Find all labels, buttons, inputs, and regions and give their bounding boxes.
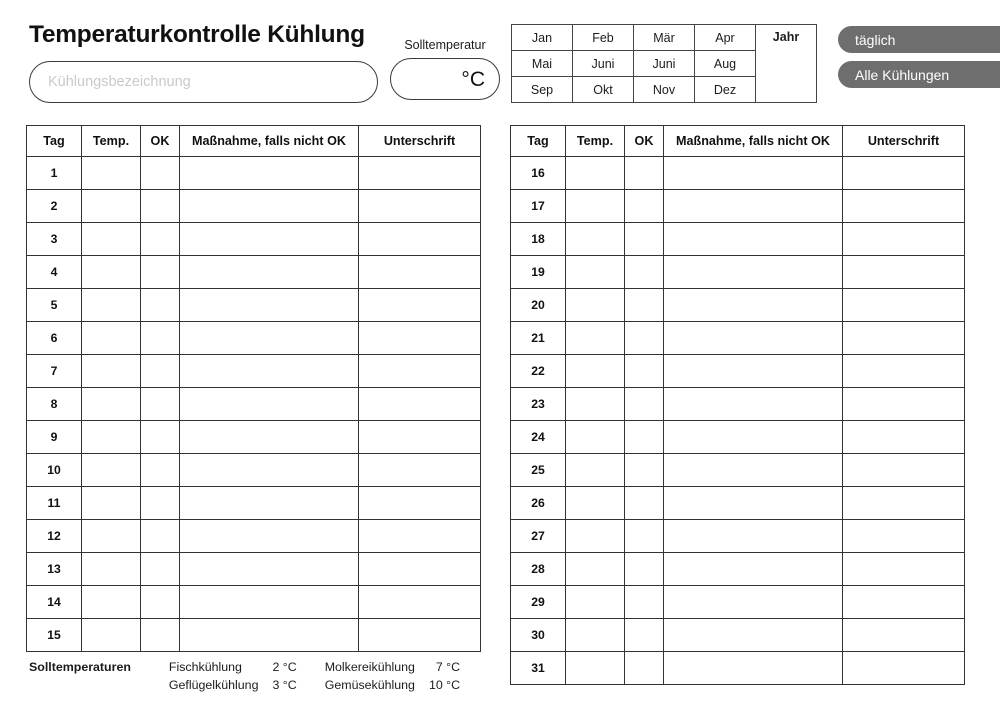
massnahme-cell[interactable]: [664, 520, 843, 553]
month-cell-sep[interactable]: Sep: [512, 77, 573, 103]
unterschrift-cell[interactable]: [359, 289, 481, 322]
unterschrift-cell[interactable]: [359, 553, 481, 586]
temperature-cell[interactable]: [82, 322, 141, 355]
column-header-tag: Tag: [511, 126, 566, 157]
massnahme-cell[interactable]: [664, 256, 843, 289]
unterschrift-cell[interactable]: [359, 421, 481, 454]
day-number-cell: 7: [27, 355, 82, 388]
day-number-cell: 15: [27, 619, 82, 652]
table-row: [27, 553, 481, 586]
day-number-cell: 18: [511, 223, 566, 256]
table-row: [27, 388, 481, 421]
temperature-cell[interactable]: [82, 289, 141, 322]
massnahme-cell[interactable]: [180, 553, 359, 586]
unterschrift-cell[interactable]: [843, 520, 965, 553]
unterschrift-cell[interactable]: [843, 190, 965, 223]
ok-cell[interactable]: [141, 619, 180, 652]
month-cell-mar[interactable]: Mär: [634, 25, 695, 51]
ok-cell[interactable]: [141, 190, 180, 223]
ok-cell[interactable]: [141, 487, 180, 520]
temperature-cell[interactable]: [566, 586, 625, 619]
column-header-ok: OK: [625, 126, 664, 157]
month-cell-juli[interactable]: Juni: [634, 51, 695, 77]
column-header-massnahme: Maßnahme, falls nicht OK: [664, 126, 843, 157]
massnahme-cell[interactable]: [664, 421, 843, 454]
year-cell[interactable]: Jahr: [756, 25, 817, 103]
massnahme-cell[interactable]: [180, 223, 359, 256]
unterschrift-cell[interactable]: [359, 355, 481, 388]
table-row: [27, 586, 481, 619]
temperature-cell[interactable]: [82, 619, 141, 652]
column-header-unterschrift: Unterschrift: [843, 126, 965, 157]
temperature-cell[interactable]: [566, 421, 625, 454]
massnahme-cell[interactable]: [180, 454, 359, 487]
ok-cell[interactable]: [625, 223, 664, 256]
table-row: [27, 289, 481, 322]
massnahme-cell[interactable]: [664, 487, 843, 520]
day-number-cell: 30: [511, 619, 566, 652]
massnahme-cell[interactable]: [664, 388, 843, 421]
temperature-cell[interactable]: [82, 487, 141, 520]
unterschrift-cell[interactable]: [359, 322, 481, 355]
massnahme-cell[interactable]: [664, 223, 843, 256]
massnahme-cell[interactable]: [664, 619, 843, 652]
massnahme-cell[interactable]: [180, 355, 359, 388]
table-row: [27, 520, 481, 553]
table-row: [511, 454, 965, 487]
month-cell-okt[interactable]: Okt: [573, 77, 634, 103]
ok-cell[interactable]: [625, 289, 664, 322]
ok-cell[interactable]: [625, 256, 664, 289]
unterschrift-cell[interactable]: [359, 157, 481, 190]
header: [0, 0, 1000, 118]
massnahme-cell[interactable]: [664, 553, 843, 586]
legend-value-fisch: 2 °C: [272, 660, 297, 674]
log-table-right: [510, 125, 965, 685]
day-number-cell: 14: [27, 586, 82, 619]
legend-name-fisch: Fischkühlung: [168, 660, 242, 674]
ok-cell[interactable]: [625, 157, 664, 190]
unterschrift-cell[interactable]: [843, 289, 965, 322]
ok-cell[interactable]: [625, 355, 664, 388]
day-number-cell: 12: [27, 520, 82, 553]
unterschrift-cell[interactable]: [843, 388, 965, 421]
table-row: [27, 190, 481, 223]
ok-cell[interactable]: [625, 553, 664, 586]
day-number-cell: 23: [511, 388, 566, 421]
unterschrift-cell[interactable]: [843, 586, 965, 619]
temperature-cell[interactable]: [82, 190, 141, 223]
table-row: [511, 190, 965, 223]
ok-cell[interactable]: [141, 355, 180, 388]
massnahme-cell[interactable]: [180, 289, 359, 322]
massnahme-cell[interactable]: [180, 487, 359, 520]
ok-cell[interactable]: [625, 322, 664, 355]
day-number-cell: 11: [27, 487, 82, 520]
temperature-cell[interactable]: [566, 223, 625, 256]
table-row: [27, 223, 481, 256]
ok-cell[interactable]: [625, 652, 664, 685]
day-number-cell: 10: [27, 454, 82, 487]
legend-title: Solltemperaturen: [29, 660, 131, 674]
temperature-cell[interactable]: [82, 454, 141, 487]
table-row: [511, 322, 965, 355]
day-number-cell: 31: [511, 652, 566, 685]
ok-cell[interactable]: [141, 157, 180, 190]
table-row: [511, 520, 965, 553]
unterschrift-cell[interactable]: [843, 454, 965, 487]
massnahme-cell[interactable]: [180, 322, 359, 355]
day-number-cell: 26: [511, 487, 566, 520]
temperature-cell[interactable]: [566, 520, 625, 553]
ok-cell[interactable]: [141, 586, 180, 619]
day-number-cell: 3: [27, 223, 82, 256]
table-row: [511, 487, 965, 520]
table-row: [511, 256, 965, 289]
target-temperature-block: [390, 38, 500, 100]
unterschrift-cell[interactable]: [843, 553, 965, 586]
massnahme-cell[interactable]: [664, 322, 843, 355]
day-number-cell: 13: [27, 553, 82, 586]
unterschrift-cell[interactable]: [359, 190, 481, 223]
unterschrift-cell[interactable]: [359, 454, 481, 487]
column-header-ok: OK: [141, 126, 180, 157]
day-number-cell: 16: [511, 157, 566, 190]
column-header-unterschrift: Unterschrift: [359, 126, 481, 157]
day-number-cell: 6: [27, 322, 82, 355]
page-title: Temperaturkontrolle Kühlung: [29, 21, 365, 48]
legend-row: [29, 658, 460, 676]
temperature-cell[interactable]: [566, 256, 625, 289]
month-cell-mai[interactable]: Mai: [512, 51, 573, 77]
table-row: [511, 223, 965, 256]
target-temperature-field[interactable]: [390, 58, 500, 100]
table-row: [511, 355, 965, 388]
table-row: [27, 256, 481, 289]
ok-cell[interactable]: [625, 586, 664, 619]
unterschrift-cell[interactable]: [359, 586, 481, 619]
ok-cell[interactable]: [141, 520, 180, 553]
table-row: [511, 157, 965, 190]
temperature-cell[interactable]: [566, 322, 625, 355]
table-row: [27, 157, 481, 190]
massnahme-cell[interactable]: [180, 619, 359, 652]
table-header-row: [27, 126, 481, 157]
table-row: [27, 454, 481, 487]
table-row: [511, 421, 965, 454]
massnahme-cell[interactable]: [180, 586, 359, 619]
ok-cell[interactable]: [625, 388, 664, 421]
legend-value-gefluegel: 3 °C: [272, 678, 297, 692]
day-number-cell: 8: [27, 388, 82, 421]
unterschrift-cell[interactable]: [359, 388, 481, 421]
unterschrift-cell[interactable]: [359, 487, 481, 520]
column-header-temp: Temp.: [566, 126, 625, 157]
temperature-cell[interactable]: [566, 619, 625, 652]
massnahme-cell[interactable]: [180, 520, 359, 553]
ok-cell[interactable]: [625, 487, 664, 520]
table-row: [511, 586, 965, 619]
unterschrift-cell[interactable]: [843, 223, 965, 256]
month-cell-aug[interactable]: Aug: [695, 51, 756, 77]
ok-cell[interactable]: [625, 190, 664, 223]
day-number-cell: 24: [511, 421, 566, 454]
table-row: [511, 652, 965, 685]
temperature-cell[interactable]: [82, 553, 141, 586]
temperature-cell[interactable]: [82, 388, 141, 421]
temperature-cell[interactable]: [566, 388, 625, 421]
ok-cell[interactable]: [625, 619, 664, 652]
legend-value-gemuese: 10 °C: [428, 678, 461, 692]
frequency-button-daily[interactable]: täglich: [838, 26, 1000, 53]
massnahme-cell[interactable]: [664, 586, 843, 619]
day-number-cell: 25: [511, 454, 566, 487]
title-block: [29, 20, 381, 103]
day-number-cell: 9: [27, 421, 82, 454]
ok-cell[interactable]: [141, 454, 180, 487]
month-cell-feb[interactable]: Feb: [573, 25, 634, 51]
temperature-cell[interactable]: [82, 157, 141, 190]
massnahme-cell[interactable]: [664, 355, 843, 388]
temperature-cell[interactable]: [566, 157, 625, 190]
day-number-cell: 1: [27, 157, 82, 190]
massnahme-cell[interactable]: [180, 256, 359, 289]
degree-celsius-unit: °C: [461, 67, 485, 91]
target-temperature-label: Solltemperatur: [404, 38, 486, 52]
ok-cell[interactable]: [625, 421, 664, 454]
day-number-cell: 22: [511, 355, 566, 388]
unterschrift-cell[interactable]: [843, 256, 965, 289]
massnahme-cell[interactable]: [180, 388, 359, 421]
unterschrift-cell[interactable]: [843, 487, 965, 520]
unterschrift-cell[interactable]: [843, 322, 965, 355]
column-header-temp: Temp.: [82, 126, 141, 157]
cooling-name-input[interactable]: [29, 61, 378, 103]
table-row: [511, 388, 965, 421]
month-cell-juni[interactable]: Juni: [573, 51, 634, 77]
day-number-cell: 28: [511, 553, 566, 586]
unterschrift-cell[interactable]: [359, 520, 481, 553]
unterschrift-cell[interactable]: [843, 421, 965, 454]
unterschrift-cell[interactable]: [843, 619, 965, 652]
table-row: [511, 619, 965, 652]
temperature-cell[interactable]: [566, 487, 625, 520]
day-number-cell: 21: [511, 322, 566, 355]
unterschrift-cell[interactable]: [843, 652, 965, 685]
temperature-cell[interactable]: [566, 553, 625, 586]
massnahme-cell[interactable]: [664, 289, 843, 322]
month-cell-jan[interactable]: Jan: [512, 25, 573, 51]
ok-cell[interactable]: [141, 388, 180, 421]
legend: [29, 658, 460, 694]
day-number-cell: 4: [27, 256, 82, 289]
unterschrift-cell[interactable]: [359, 223, 481, 256]
ok-cell[interactable]: [625, 454, 664, 487]
table-row: [27, 619, 481, 652]
day-number-cell: 2: [27, 190, 82, 223]
ok-cell[interactable]: [141, 322, 180, 355]
column-header-tag: Tag: [27, 126, 82, 157]
day-number-cell: 5: [27, 289, 82, 322]
day-number-cell: 19: [511, 256, 566, 289]
temperature-cell[interactable]: [566, 454, 625, 487]
pill-button-group: [838, 26, 1000, 96]
temperature-cell[interactable]: [566, 652, 625, 685]
table-row: [27, 487, 481, 520]
massnahme-cell[interactable]: [664, 454, 843, 487]
all-coolings-button[interactable]: Alle Kühlungen: [838, 61, 1000, 88]
temperature-cell[interactable]: [566, 289, 625, 322]
massnahme-cell[interactable]: [180, 421, 359, 454]
month-selector-grid[interactable]: [511, 24, 817, 103]
temperature-cell[interactable]: [82, 520, 141, 553]
table-row: [27, 355, 481, 388]
month-row: [512, 25, 817, 51]
massnahme-cell[interactable]: [664, 157, 843, 190]
table-row: [27, 421, 481, 454]
legend-name-gemuese: Gemüsekühlung: [324, 678, 415, 692]
table-row: [511, 553, 965, 586]
ok-cell[interactable]: [625, 520, 664, 553]
column-header-massnahme: Maßnahme, falls nicht OK: [180, 126, 359, 157]
legend-value-molkerei: 7 °C: [435, 660, 461, 674]
day-number-cell: 27: [511, 520, 566, 553]
temperature-cell[interactable]: [82, 256, 141, 289]
month-cell-apr[interactable]: Apr: [695, 25, 756, 51]
day-number-cell: 29: [511, 586, 566, 619]
month-cell-nov[interactable]: Nov: [634, 77, 695, 103]
massnahme-cell[interactable]: [180, 157, 359, 190]
legend-name-molkerei: Molkereikühlung: [324, 660, 415, 674]
unterschrift-cell[interactable]: [359, 256, 481, 289]
table-row: [511, 289, 965, 322]
temperature-cell[interactable]: [566, 355, 625, 388]
table-header-row: [511, 126, 965, 157]
temperature-cell[interactable]: [82, 586, 141, 619]
temperature-cell[interactable]: [566, 190, 625, 223]
day-number-cell: 17: [511, 190, 566, 223]
temperature-cell[interactable]: [82, 421, 141, 454]
unterschrift-cell[interactable]: [843, 355, 965, 388]
day-number-cell: 20: [511, 289, 566, 322]
unterschrift-cell[interactable]: [359, 619, 481, 652]
ok-cell[interactable]: [141, 223, 180, 256]
massnahme-cell[interactable]: [664, 652, 843, 685]
temperature-cell[interactable]: [82, 223, 141, 256]
month-cell-dez[interactable]: Dez: [695, 77, 756, 103]
ok-cell[interactable]: [141, 256, 180, 289]
table-row: [27, 322, 481, 355]
ok-cell[interactable]: [141, 553, 180, 586]
ok-cell[interactable]: [141, 289, 180, 322]
massnahme-cell[interactable]: [180, 190, 359, 223]
temperature-cell[interactable]: [82, 355, 141, 388]
unterschrift-cell[interactable]: [843, 157, 965, 190]
log-table-left: [26, 125, 481, 652]
ok-cell[interactable]: [141, 421, 180, 454]
legend-name-gefluegel: Geflügelkühlung: [168, 678, 259, 692]
massnahme-cell[interactable]: [664, 190, 843, 223]
